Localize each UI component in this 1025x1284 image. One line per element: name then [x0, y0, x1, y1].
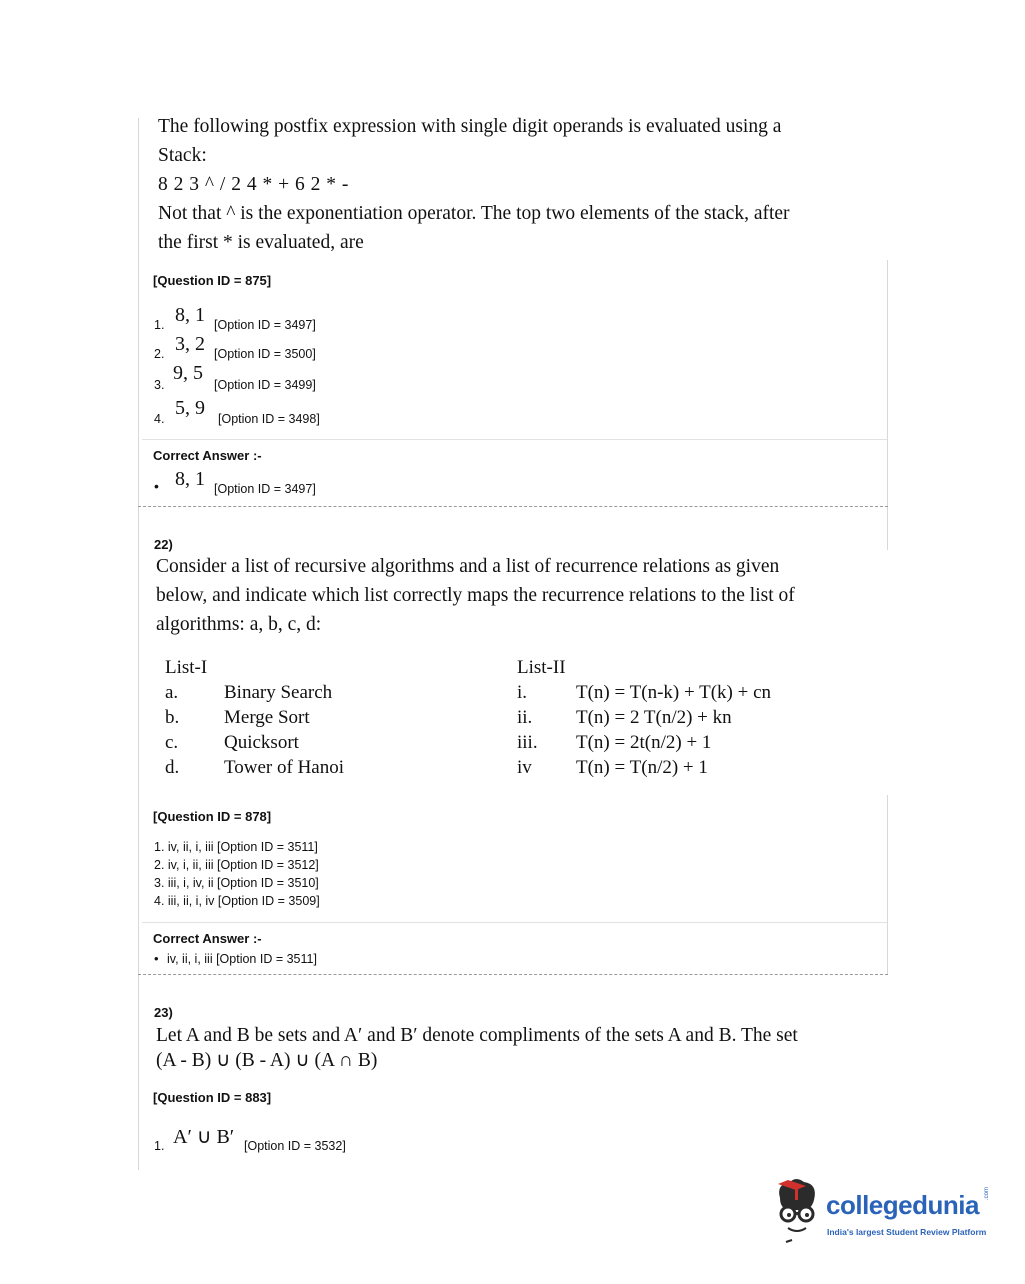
- q21-expression: 8 2 3 ^ / 2 4 * + 6 2 * -: [158, 174, 349, 195]
- q21-correct-bullet: •: [154, 478, 159, 494]
- frame-right-border-2: [887, 795, 888, 975]
- q21-text-line3: Not that ^ is the exponentiation operator. The top two elements of the stack, after: [158, 203, 790, 224]
- q22-list1-key-a: a.: [165, 682, 179, 703]
- q22-option2: 2. iv, i, ii, iii [Option ID = 3512]: [154, 858, 319, 872]
- q21-option4-value: 5, 9: [175, 397, 205, 419]
- q22-option1: 1. iv, ii, i, iii [Option ID = 3511]: [154, 840, 318, 854]
- q21-option4-id: [Option ID = 3498]: [218, 412, 320, 426]
- q21-text-line1: The following postfix expression with single digit operands is evaluated using a: [158, 116, 782, 137]
- q22-text-line1: Consider a list of recursive algorithms and a list of recurrence relations as given: [156, 556, 780, 577]
- q22-list2-title: List-II: [517, 657, 566, 678]
- q22-list2-key-ii: ii.: [517, 707, 533, 728]
- q22-option3: 3. iii, i, iv, ii [Option ID = 3510]: [154, 876, 319, 890]
- q23-text-line1: Let A and B be sets and A′ and B′ denote compliments of the sets A and B. The set: [156, 1025, 798, 1046]
- q22-list1-value-a: Binary Search: [224, 682, 333, 703]
- q22-list1-key-d: d.: [165, 757, 180, 778]
- q22-text-line2: below, and indicate which list correctly maps the recurrence relations to the list of: [156, 585, 795, 606]
- q21-option2-value: 3, 2: [175, 333, 205, 355]
- q23-option1-value: A′ ∪ B′: [173, 1126, 235, 1148]
- q21-option1-id: [Option ID = 3497]: [214, 318, 316, 332]
- q21-correct-label: Correct Answer :-: [153, 448, 262, 463]
- q22-list1-value-c: Quicksort: [224, 732, 299, 753]
- q22-list1-key-c: c.: [165, 732, 179, 753]
- collegedunia-mascot-logo: [766, 1176, 826, 1246]
- q22-list2-key-iv: iv: [517, 757, 532, 778]
- q21-option2-number: 2.: [154, 347, 165, 361]
- collegedunia-wordmark: collegedunia: [826, 1190, 979, 1220]
- q21-question-id: [Question ID = 875]: [153, 273, 272, 288]
- q22-list1-value-d: Tower of Hanoi: [224, 757, 345, 778]
- q23-number: 23): [154, 1005, 173, 1020]
- q22-list2-value-iv: T(n) = T(n/2) + 1: [576, 757, 708, 778]
- q22-list2-key-iii: iii.: [517, 732, 538, 753]
- q22-list1-value-b: Merge Sort: [224, 707, 310, 728]
- q23-option1-number: 1.: [154, 1139, 165, 1153]
- q22-option4: 4. iii, ii, i, iv [Option ID = 3509]: [154, 894, 320, 908]
- q21-option2-id: [Option ID = 3500]: [214, 347, 316, 361]
- q21-text-line4: the first * is evaluated, are: [158, 232, 364, 253]
- q22-question-id: [Question ID = 878]: [153, 809, 272, 824]
- q21-correct-value: 8, 1: [175, 468, 205, 490]
- frame-left-border: [138, 118, 139, 1170]
- q22-number: 22): [154, 537, 173, 552]
- q21-option3-value: 9, 5: [173, 362, 203, 384]
- q23-question-id: [Question ID = 883]: [153, 1090, 272, 1105]
- q22-list1-key-b: b.: [165, 707, 180, 728]
- q21-option1-number: 1.: [154, 318, 165, 332]
- q22-list2-key-i: i.: [517, 682, 528, 703]
- q22-correct-bullet: •: [154, 951, 159, 966]
- q23-text-line2: (A - B) ∪ (B - A) ∪ (A ∩ B): [156, 1050, 378, 1071]
- q22-list2-value-iii: T(n) = 2t(n/2) + 1: [576, 732, 712, 753]
- q22-list2-value-ii: T(n) = 2 T(n/2) + kn: [576, 707, 732, 728]
- q22-list1-title: List-I: [165, 657, 208, 678]
- q21-option1-value: 8, 1: [175, 304, 205, 326]
- q21-separator: [142, 439, 887, 440]
- q21-correct-id: [Option ID = 3497]: [214, 482, 316, 496]
- q21-text-line2: Stack:: [158, 145, 207, 166]
- q21-option4-number: 4.: [154, 412, 165, 426]
- q22-end-divider: [138, 974, 888, 975]
- q21-end-divider: [138, 506, 888, 507]
- q22-correct-value: iv, ii, i, iii [Option ID = 3511]: [167, 952, 317, 966]
- q23-option1-id: [Option ID = 3532]: [244, 1139, 346, 1153]
- q22-correct-label: Correct Answer :-: [153, 931, 262, 946]
- collegedunia-tagline: India's largest Student Review Platform: [827, 1227, 987, 1237]
- q22-separator: [142, 922, 887, 923]
- q22-list2-value-i: T(n) = T(n-k) + T(k) + cn: [576, 682, 772, 703]
- q21-option3-id: [Option ID = 3499]: [214, 378, 316, 392]
- collegedunia-domain-suffix: .com: [984, 1186, 990, 1200]
- q21-option3-number: 3.: [154, 378, 165, 392]
- q22-text-line3: algorithms: a, b, c, d:: [156, 614, 322, 635]
